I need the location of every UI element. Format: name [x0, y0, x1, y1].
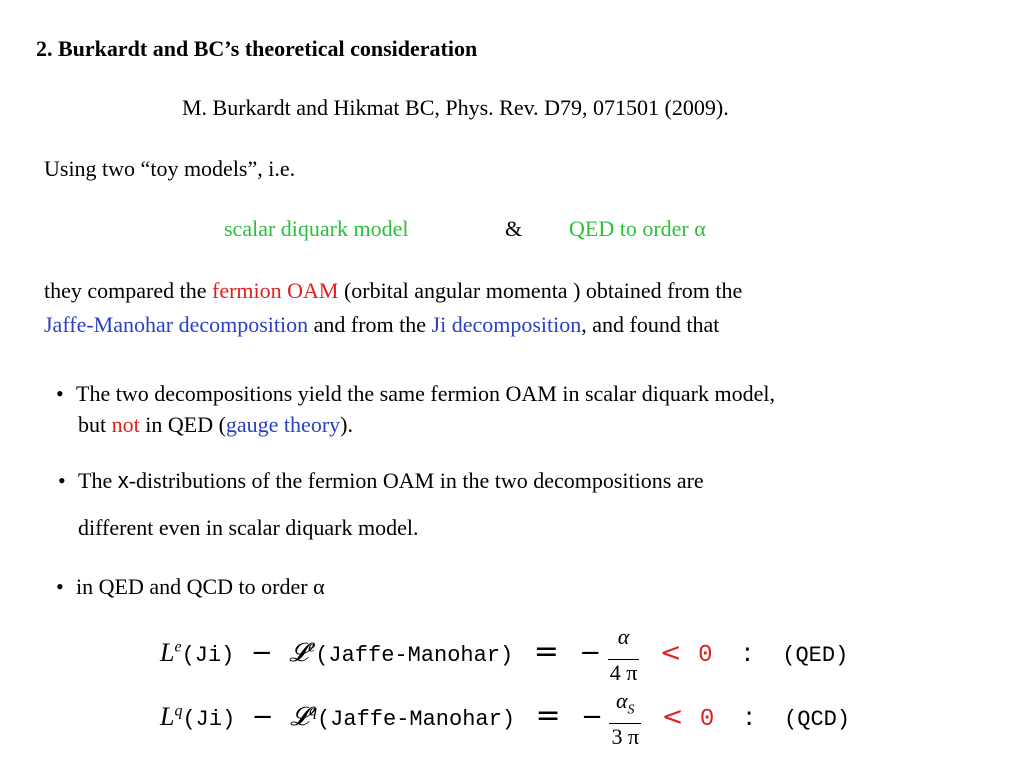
eq1-cal-L: 𝓛 [289, 638, 309, 669]
eq2-less-than: < [661, 702, 684, 733]
eq1-sup2: e [308, 638, 316, 656]
reference-citation: M. Burkardt and Hikmat BC, Phys. Rev. D79, 071501 (2009). [182, 95, 729, 120]
model-scalar-diquark: scalar diquark model [224, 216, 409, 241]
bullet-3-text: in QED and QCD to order α [76, 574, 325, 599]
not-term: not [111, 412, 140, 437]
eq1-zero: 0 [698, 642, 713, 670]
para-text-2: (orbital angular momenta ) obtained from the [338, 278, 743, 303]
eq1-minus: − [250, 638, 273, 669]
eq2-fraction [609, 688, 641, 750]
para-text-3: and from the [308, 312, 432, 337]
eq2-denominator: 3 π [611, 724, 640, 750]
equation-qed [160, 624, 848, 686]
eq1-L: L [160, 638, 175, 668]
eq2-colon: : [744, 702, 754, 733]
bullet-1-text-a: but [78, 412, 112, 437]
ji-decomposition-term: Ji decomposition [431, 312, 582, 337]
paragraph-line-1 [44, 274, 742, 308]
bullet-dot: • [58, 468, 66, 493]
jaffe-manohar-term: Jaffe-Manohar decomposition [44, 312, 309, 337]
eq1-colon: : [743, 638, 752, 669]
para-text-4: , and found that [581, 312, 720, 337]
gauge-theory-term: gauge theory [225, 412, 341, 437]
eq2-minus: − [251, 702, 274, 733]
eq2-cal-L: 𝓛 [290, 702, 309, 733]
eq2-arg1: (Ji) [182, 707, 236, 733]
eq1-sup: e [174, 638, 182, 656]
eq2-label: (QCD) [784, 707, 851, 733]
bullet-dot: • [56, 574, 64, 599]
eq1-equals: = [533, 634, 559, 670]
bullet-2 [58, 465, 704, 497]
eq2-zero: 0 [699, 706, 715, 734]
eq1-denominator: 4 π [609, 660, 638, 686]
eq2-L: L [160, 702, 175, 732]
bullet-dot: • [56, 381, 64, 406]
fermion-oam-term: fermion OAM [212, 278, 339, 303]
bullet-2-text-a: The [78, 468, 118, 493]
bullet-1-text-c: ). [340, 412, 353, 437]
eq2-arg2: (Jaffe-Manohar) [316, 707, 516, 733]
eq1-arg2: (Jaffe-Manohar) [315, 643, 514, 669]
ampersand: & [505, 216, 523, 241]
bullet-1-text-b: in QED ( [139, 412, 226, 437]
eq1-neg: − [579, 638, 602, 669]
eq1-less-than: < [659, 638, 682, 669]
bullet-3 [56, 571, 325, 603]
equation-qcd [160, 688, 850, 750]
eq2-neg: − [581, 702, 603, 733]
eq2-sup2: q [308, 702, 317, 720]
paragraph-line-2 [44, 308, 719, 342]
bullet-1-line-1: The two decompositions yield the same fermion OAM in scalar diquark model, [76, 381, 775, 406]
eq1-fraction [608, 624, 640, 686]
intro-text: Using two “toy models”, i.e. [44, 156, 296, 181]
eq1-label: (QED) [782, 643, 849, 669]
slide-title: 2. Burkardt and BC’s theoretical consideration [36, 36, 478, 61]
eq2-sup: q [174, 702, 183, 720]
x-variable: x [117, 468, 129, 493]
eq2-equals: = [535, 698, 561, 734]
bullet-2-line-2: different even in scalar diquark model. [78, 515, 419, 540]
eq1-numerator: α [608, 624, 640, 660]
eq2-numerator: $\alpha_S$ [609, 688, 641, 724]
model-qed: QED to order α [569, 216, 706, 241]
bullet-1-line-2 [78, 408, 353, 442]
bullet-1 [56, 377, 775, 411]
para-text-1: they compared the [44, 278, 212, 303]
eq1-arg1: (Ji) [181, 643, 235, 669]
bullet-2-text-b: -distributions of the fermion OAM in the two decompositions are [128, 468, 704, 493]
